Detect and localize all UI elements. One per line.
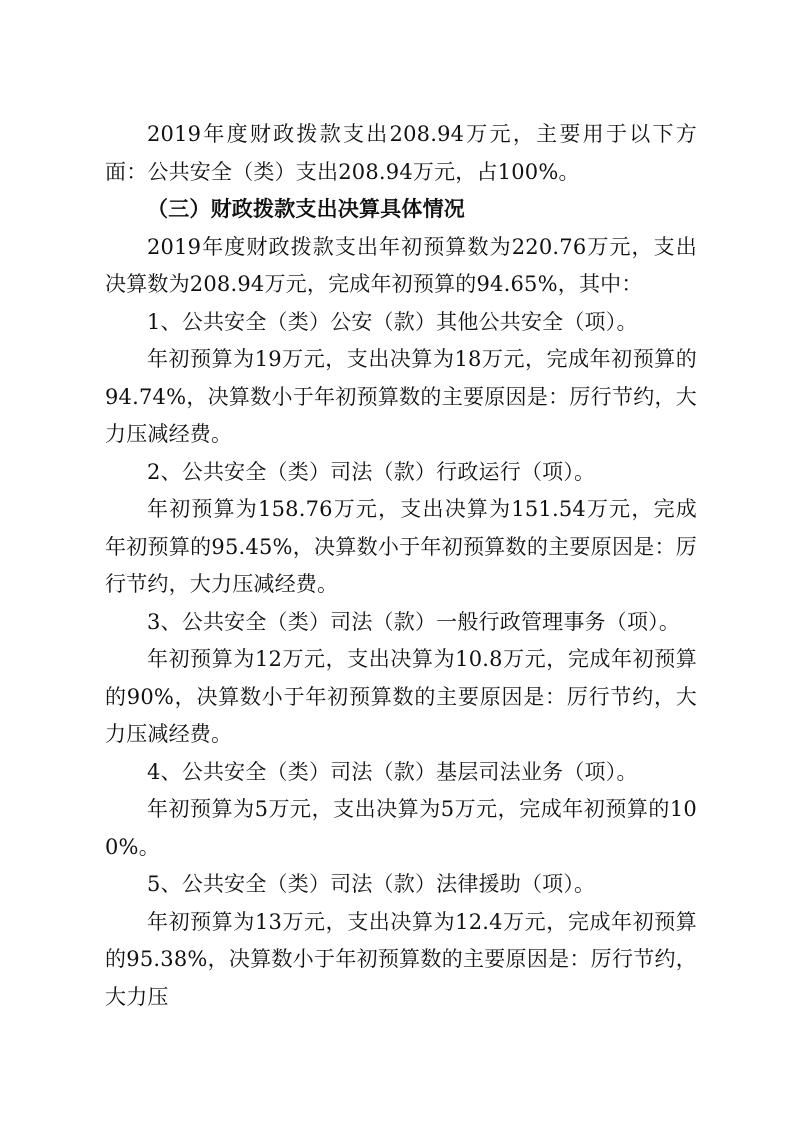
document-body [105, 116, 697, 1016]
item-detail-5: 年初预算为13万元，支出决算为12.4万元，完成年初预算的95.38%，决算数小于年初预算数的主要原因是：厉行节约，大力压 [105, 909, 697, 1009]
item-heading-1: 1、公共安全（类）公安（款）其他公共安全（项）。 [147, 309, 638, 334]
item-detail-1: 年初预算为19万元，支出决算为18万元，完成年初预算的94.74%，决算数小于年初预算数的主要原因是：厉行节约，大力压减经费。 [105, 347, 697, 446]
paragraph-expenditure-summary: 2019年度财政拨款支出208.94万元，主要用于以下方面：公共安全（类）支出208.94万元，占100%。 [105, 122, 697, 184]
section-heading-specific-situation: （三）财政拨款支出决算具体情况 [147, 197, 465, 221]
item-heading-2: 2、公共安全（类）司法（款）行政运行（项）。 [147, 459, 596, 484]
item-detail-4: 年初预算为5万元，支出决算为5万元，完成年初预算的100%。 [105, 797, 697, 859]
item-detail-3: 年初预算为12万元，支出决算为10.8万元，完成年初预算的90%，决算数小于年初预算数的主要原因是：厉行节约，大力压减经费。 [105, 647, 697, 746]
item-heading-3: 3、公共安全（类）司法（款）一般行政管理事务（项）。 [147, 609, 681, 634]
item-heading-4: 4、公共安全（类）司法（款）基层司法业务（项）。 [147, 759, 638, 784]
paragraph-budget-overview: 2019年度财政拨款支出年初预算数为220.76万元，支出决算数为208.94万元，完成年初预算的94.65%，其中： [105, 234, 697, 296]
item-heading-5: 5、公共安全（类）司法（款）法律援助（项）。 [147, 872, 596, 896]
item-detail-2: 年初预算为158.76万元，支出决算为151.54万元，完成年初预算的95.45%，决算数小于年初预算数的主要原因是：厉行节约，大力压减经费。 [105, 497, 697, 596]
